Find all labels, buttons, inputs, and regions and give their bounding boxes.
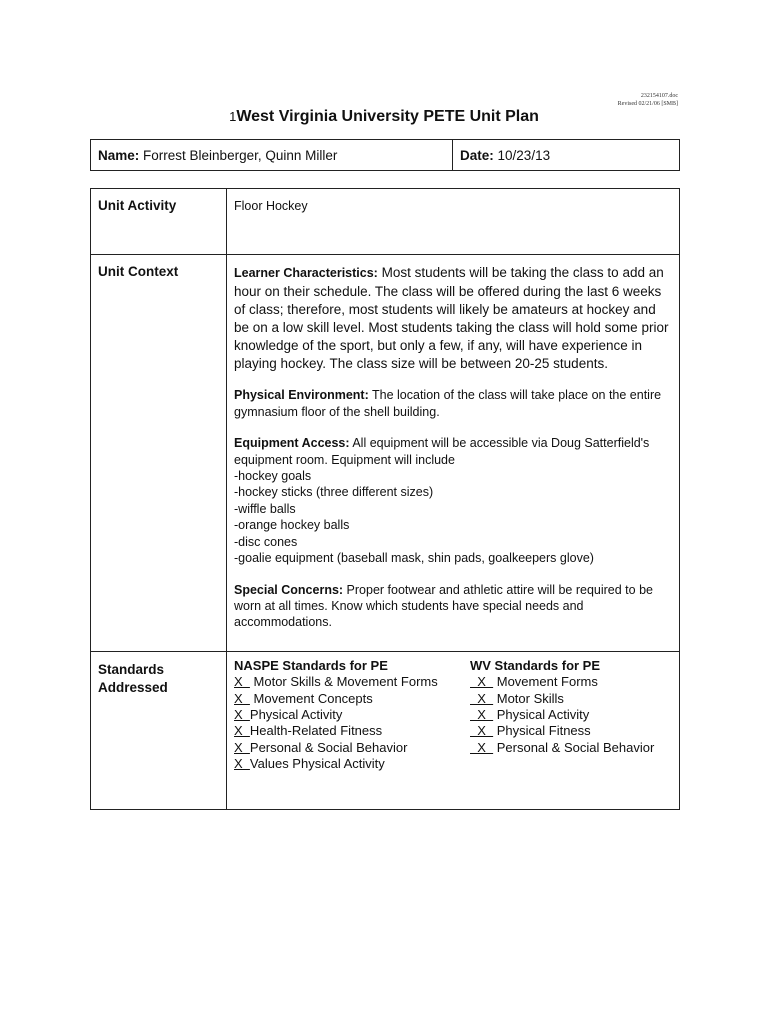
wv-standard-item xyxy=(470,674,672,690)
wv-standards xyxy=(470,658,672,773)
document-id xyxy=(618,92,678,108)
equipment-list-item: -goalie equipment (baseball mask, shin pads, goalkeepers glove) xyxy=(234,551,594,566)
standards-row xyxy=(91,651,680,809)
unit-activity-row xyxy=(91,189,680,255)
special-concerns-heading: Special Concerns: xyxy=(234,582,344,597)
unit-activity-value: Floor Hockey xyxy=(227,189,680,255)
naspe-standard-item xyxy=(234,740,470,756)
naspe-standard-text: Personal & Social Behavior xyxy=(249,739,408,755)
naspe-standard-item xyxy=(234,756,470,772)
physical-environment-heading: Physical Environment: xyxy=(234,388,369,403)
unit-context-content xyxy=(227,255,680,652)
wv-standard-item xyxy=(470,740,672,756)
learner-characteristics-heading: Learner Characteristics: xyxy=(234,266,378,280)
naspe-standard-text: Health-Related Fitness xyxy=(249,723,383,739)
standards-label xyxy=(91,651,227,809)
name-cell xyxy=(91,140,453,171)
date-value: 10/23/13 xyxy=(497,147,551,163)
wv-standard-item xyxy=(470,723,672,739)
document-filename: 232154107.doc xyxy=(640,93,678,99)
unit-context-row xyxy=(91,255,680,652)
footnote-marker: 1 xyxy=(229,109,237,124)
header-table xyxy=(90,139,680,171)
document-revision: Revised 02/21/06 [SMB] xyxy=(617,101,678,107)
wv-standard-text: Motor Skills xyxy=(493,690,564,706)
checkmark-field: X xyxy=(234,739,250,755)
naspe-standard-item xyxy=(234,707,470,723)
unit-plan-table xyxy=(90,188,680,810)
checkmark-field: X xyxy=(470,674,494,690)
page-title-text: West Virginia University PETE Unit Plan xyxy=(236,108,539,125)
wv-standard-text: Personal & Social Behavior xyxy=(493,739,655,755)
naspe-standard-text: Movement Concepts xyxy=(249,690,373,706)
naspe-standards-heading: NASPE Standards for PE xyxy=(234,657,388,673)
standards-label-line2: Addressed xyxy=(98,679,168,695)
naspe-standards xyxy=(234,658,470,773)
name-value: Forrest Bleinberger, Quinn Miller xyxy=(143,147,338,163)
wv-standard-text: Movement Forms xyxy=(493,674,598,690)
equipment-access-heading: Equipment Access: xyxy=(234,436,350,451)
wv-standard-item xyxy=(470,691,672,707)
physical-environment xyxy=(234,387,672,420)
checkmark-field: X xyxy=(234,690,250,706)
checkmark-field: X xyxy=(234,674,250,690)
equipment-access xyxy=(234,435,672,566)
standards-label-line1: Standards xyxy=(98,661,165,677)
equipment-access-text: All equipment will be accessible via Doug Satterfield's equipment room. Equipment will include xyxy=(234,436,650,467)
learner-characteristics-text: Most students will be taking the class to add an hour on their schedule. The class will be offered during the last 6 weeks of class; therefore, most students will likely be amateurs at hockey and be on a low skill level. Most students taking the class will hold some prior knowledge of the sport, but only a few, if any, will have experience in playing hockey. The class size will be between 20-25 students. xyxy=(234,265,669,371)
checkmark-field: X xyxy=(470,723,494,739)
special-concerns-text: Proper footwear and athletic attire will be required to be worn at all times. Know which students have special needs and accommodations. xyxy=(234,582,653,630)
learner-characteristics xyxy=(234,264,672,372)
checkmark-field: X xyxy=(234,706,250,722)
naspe-standard-item xyxy=(234,691,470,707)
unit-context-label: Unit Context xyxy=(91,255,227,652)
naspe-standard-item xyxy=(234,674,470,690)
date-label: Date: xyxy=(460,147,494,163)
naspe-standard-text: Physical Activity xyxy=(249,706,343,722)
checkmark-field: X xyxy=(470,690,494,706)
equipment-list-item: -wiffle balls xyxy=(234,501,296,516)
date-cell xyxy=(453,140,680,171)
checkmark-field: X xyxy=(470,706,494,722)
special-concerns xyxy=(234,582,672,631)
equipment-list-item: -hockey goals xyxy=(234,469,312,484)
checkmark-field: X xyxy=(470,739,494,755)
naspe-standard-text: Values Physical Activity xyxy=(249,756,385,772)
wv-standard-text: Physical Fitness xyxy=(493,723,591,739)
naspe-standard-item xyxy=(234,723,470,739)
page-title xyxy=(0,108,768,126)
wv-standard-item xyxy=(470,707,672,723)
equipment-list-item: -orange hockey balls xyxy=(234,518,350,533)
physical-environment-text: The location of the class will take place on the entire gymnasium floor of the shell building. xyxy=(234,388,662,419)
equipment-list-item: -disc cones xyxy=(234,534,298,549)
checkmark-field: X xyxy=(234,723,250,739)
unit-activity-label: Unit Activity xyxy=(91,189,227,255)
naspe-standard-text: Motor Skills & Movement Forms xyxy=(249,674,438,690)
name-label: Name: xyxy=(98,147,140,163)
wv-standard-text: Physical Activity xyxy=(493,706,590,722)
checkmark-field: X xyxy=(234,756,250,772)
wv-standards-heading: WV Standards for PE xyxy=(470,657,601,673)
equipment-list-item: -hockey sticks (three different sizes) xyxy=(234,485,434,500)
standards-content xyxy=(227,651,680,809)
